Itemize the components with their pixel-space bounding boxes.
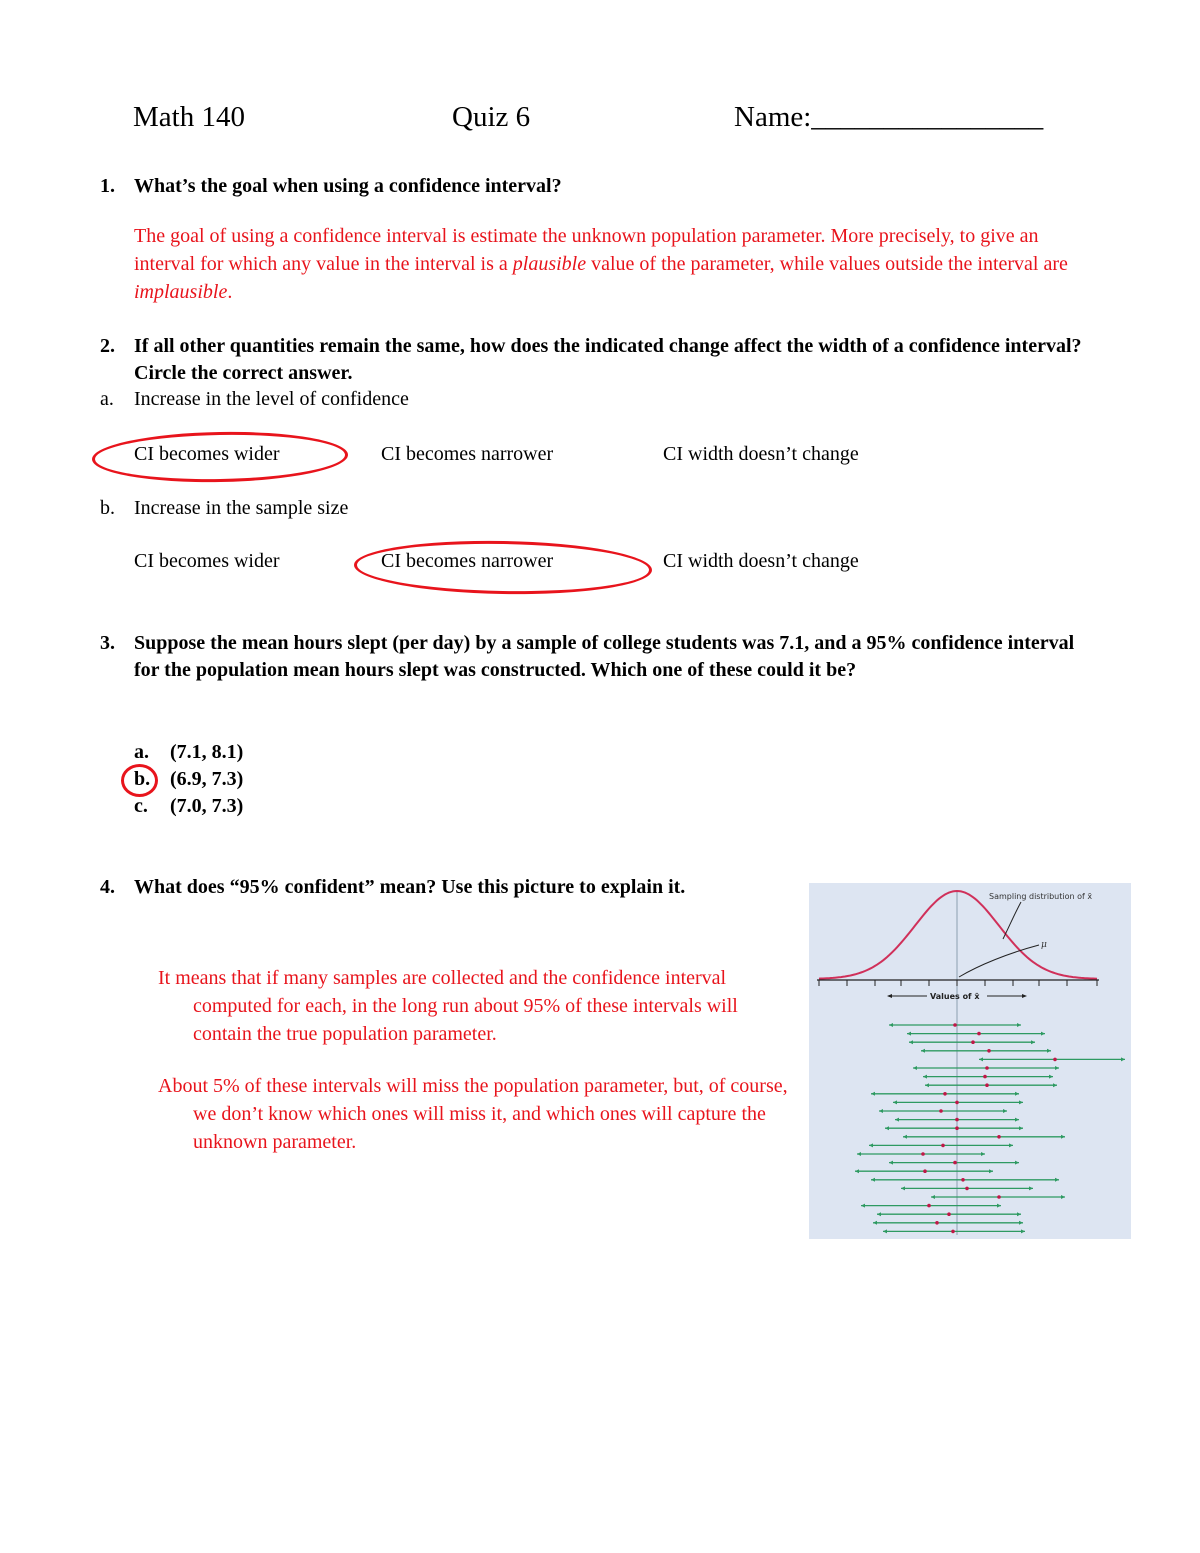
interval-arrowhead xyxy=(871,1178,875,1182)
sample-mean-point xyxy=(947,1212,951,1216)
interval-arrowhead xyxy=(1121,1057,1125,1061)
mu-arrow xyxy=(959,945,1039,977)
interval-arrowhead xyxy=(907,1032,911,1036)
sample-mean-point xyxy=(977,1032,981,1036)
sample-mean-point xyxy=(955,1118,959,1122)
q3-option-c-text[interactable]: (7.0, 7.3) xyxy=(170,795,244,817)
interval-arrowhead xyxy=(873,1221,877,1225)
q2a-choice-no-change[interactable]: CI width doesn’t change xyxy=(663,443,859,465)
sample-mean-point xyxy=(965,1187,969,1191)
q2a-choice-narrower[interactable]: CI becomes narrower xyxy=(381,443,554,465)
q2-question: If all other quantities remain the same, how does the indicated change affect the width of a confidence interval? Circle the correct answer. xyxy=(134,335,1082,384)
sample-mean-point xyxy=(927,1204,931,1208)
interval-arrowhead xyxy=(1049,1075,1053,1079)
q2b-choice-no-change[interactable]: CI width doesn’t change xyxy=(663,550,859,572)
q2a-label: a. xyxy=(100,388,114,410)
interval-arrowhead xyxy=(913,1066,917,1070)
q2b-text: Increase in the sample size xyxy=(134,497,349,519)
interval-arrowhead xyxy=(1015,1092,1019,1096)
sample-mean-point xyxy=(953,1161,957,1165)
sample-mean-point xyxy=(997,1135,1001,1139)
interval-arrowhead xyxy=(1047,1049,1051,1053)
curve-label: Sampling distribution of x̄ xyxy=(989,892,1093,901)
interval-arrowhead xyxy=(857,1152,861,1156)
interval-arrowhead xyxy=(979,1057,983,1061)
interval-arrowhead xyxy=(889,1023,893,1027)
q3-option-c-label: c. xyxy=(134,795,148,817)
sample-mean-point xyxy=(941,1144,945,1148)
interval-arrowhead xyxy=(869,1143,873,1147)
sample-mean-point xyxy=(985,1083,989,1087)
sampling-distribution-curve xyxy=(819,891,1097,979)
q4-question: What does “95% confident” mean? Use this picture to explain it. xyxy=(134,876,686,898)
interval-arrowhead xyxy=(1061,1195,1065,1199)
interval-arrowhead xyxy=(895,1118,899,1122)
sample-mean-point xyxy=(1053,1058,1057,1062)
q2a-choice-wider[interactable]: CI becomes wider xyxy=(134,443,280,465)
q1-answer-emphasis-implausible: implausible xyxy=(134,281,228,303)
interval-arrowhead xyxy=(1017,1212,1021,1216)
interval-arrowhead xyxy=(903,1135,907,1139)
interval-arrowhead xyxy=(885,1126,889,1130)
sample-mean-point xyxy=(985,1066,989,1070)
interval-arrowhead xyxy=(1055,1178,1059,1182)
interval-arrowhead xyxy=(989,1169,993,1173)
interval-arrowhead xyxy=(893,1100,897,1104)
interval-arrowhead xyxy=(921,1049,925,1053)
sample-mean-point xyxy=(961,1178,965,1182)
interval-arrowhead xyxy=(923,1075,927,1079)
q4-answer-2: About 5% of these intervals will miss the population parameter, but, of course, we don’t know which ones will miss it, and which ones will capture the unknown parameter. xyxy=(158,1075,788,1153)
interval-arrowhead xyxy=(997,1204,1001,1208)
interval-arrowhead xyxy=(1021,1229,1025,1233)
interval-arrowhead xyxy=(1015,1118,1019,1122)
interval-arrowhead xyxy=(1017,1023,1021,1027)
interval-arrowhead xyxy=(981,1152,985,1156)
interval-arrowhead xyxy=(871,1092,875,1096)
q3-answer-circle xyxy=(121,764,158,797)
interval-arrowhead xyxy=(1061,1135,1065,1139)
sample-mean-point xyxy=(943,1092,947,1096)
sample-mean-point xyxy=(921,1152,925,1156)
interval-arrowhead xyxy=(855,1169,859,1173)
q1-answer-text-1: The goal of using a confidence interval is estimate the unknown population parameter. More precisely, to give an interval for which any value in the interval is a xyxy=(134,225,1039,275)
q2b-label: b. xyxy=(100,497,115,519)
curve-label-arrow xyxy=(1003,902,1021,939)
sample-mean-point xyxy=(935,1221,939,1225)
q2a-text: Increase in the level of confidence xyxy=(134,388,409,410)
quiz-title: Quiz 6 xyxy=(452,101,531,133)
confidence-interval-diagram xyxy=(809,883,1131,1239)
q3-option-a-text[interactable]: (7.1, 8.1) xyxy=(170,741,244,763)
sample-mean-point xyxy=(983,1075,987,1079)
interval-arrowhead xyxy=(1019,1100,1023,1104)
q3-option-b-text[interactable]: (6.9, 7.3) xyxy=(170,768,244,790)
interval-arrowhead xyxy=(883,1229,887,1233)
interval-arrowhead xyxy=(889,1161,893,1165)
mu-label: μ xyxy=(1041,940,1047,950)
course-title: Math 140 xyxy=(133,101,245,133)
axis-ticks xyxy=(819,980,1097,986)
q1-number: 1. xyxy=(100,175,115,197)
q4-answer-1: It means that if many samples are collected and the confidence interval computed for each, in the long run about 95% of these intervals will contain the true population parameter. xyxy=(158,967,738,1045)
interval-arrowhead xyxy=(877,1212,881,1216)
q1-answer xyxy=(134,222,1099,306)
sample-mean-point xyxy=(971,1040,975,1044)
interval-arrowhead xyxy=(1053,1083,1057,1087)
q2a-answer-circle xyxy=(92,430,349,484)
sample-mean-point xyxy=(923,1169,927,1173)
interval-arrowhead xyxy=(879,1109,883,1113)
interval-arrowhead xyxy=(909,1040,913,1044)
interval-arrowhead xyxy=(1031,1040,1035,1044)
interval-arrowhead xyxy=(1009,1143,1013,1147)
q1-answer-emphasis-plausible: plausible xyxy=(512,253,587,275)
sample-mean-point xyxy=(997,1195,1001,1199)
q3-number: 3. xyxy=(100,632,115,654)
q2b-choice-wider[interactable]: CI becomes wider xyxy=(134,550,280,572)
q1-answer-text-2: value of the parameter, while values outside the interval are xyxy=(586,253,1068,275)
name-field: Name:________________ xyxy=(734,101,1044,133)
interval-arrowhead xyxy=(861,1204,865,1208)
interval-arrowhead xyxy=(1041,1032,1045,1036)
q2-number: 2. xyxy=(100,335,115,357)
q2b-choice-narrower[interactable]: CI becomes narrower xyxy=(381,550,554,572)
sample-mean-point xyxy=(955,1126,959,1130)
interval-arrowhead xyxy=(925,1083,929,1087)
q3-option-b-label: b. xyxy=(134,768,151,790)
confidence-interval-figure xyxy=(809,883,1131,1239)
sample-mean-point xyxy=(987,1049,991,1053)
sample-mean-point xyxy=(939,1109,943,1113)
q3-option-a-label: a. xyxy=(134,741,149,763)
sample-mean-point xyxy=(951,1230,955,1234)
interval-arrowhead xyxy=(931,1195,935,1199)
interval-arrowhead xyxy=(1055,1066,1059,1070)
interval-arrowhead xyxy=(901,1186,905,1190)
axis-caption-arrowhead-right xyxy=(1022,994,1027,998)
q4-number: 4. xyxy=(100,876,115,898)
interval-arrowhead xyxy=(1019,1221,1023,1225)
q1-question: What’s the goal when using a confidence interval? xyxy=(134,175,562,197)
interval-arrowhead xyxy=(1019,1126,1023,1130)
interval-arrowhead xyxy=(1015,1161,1019,1165)
interval-arrowhead xyxy=(1029,1186,1033,1190)
axis-caption-arrowhead-left xyxy=(887,994,892,998)
sample-mean-point xyxy=(955,1101,959,1105)
interval-arrowhead xyxy=(1003,1109,1007,1113)
q3-question: Suppose the mean hours slept (per day) by a sample of college students was 7.1, and a 95% confidence interval for the population mean hours slept was constructed. Which one of these could it be? xyxy=(134,632,1075,681)
sample-mean-point xyxy=(953,1023,957,1027)
axis-caption: Values of x̄ xyxy=(930,992,980,1001)
interval-list xyxy=(855,1023,1125,1233)
q1-answer-text-3: . xyxy=(227,281,233,303)
q2b-answer-circle xyxy=(354,538,653,596)
